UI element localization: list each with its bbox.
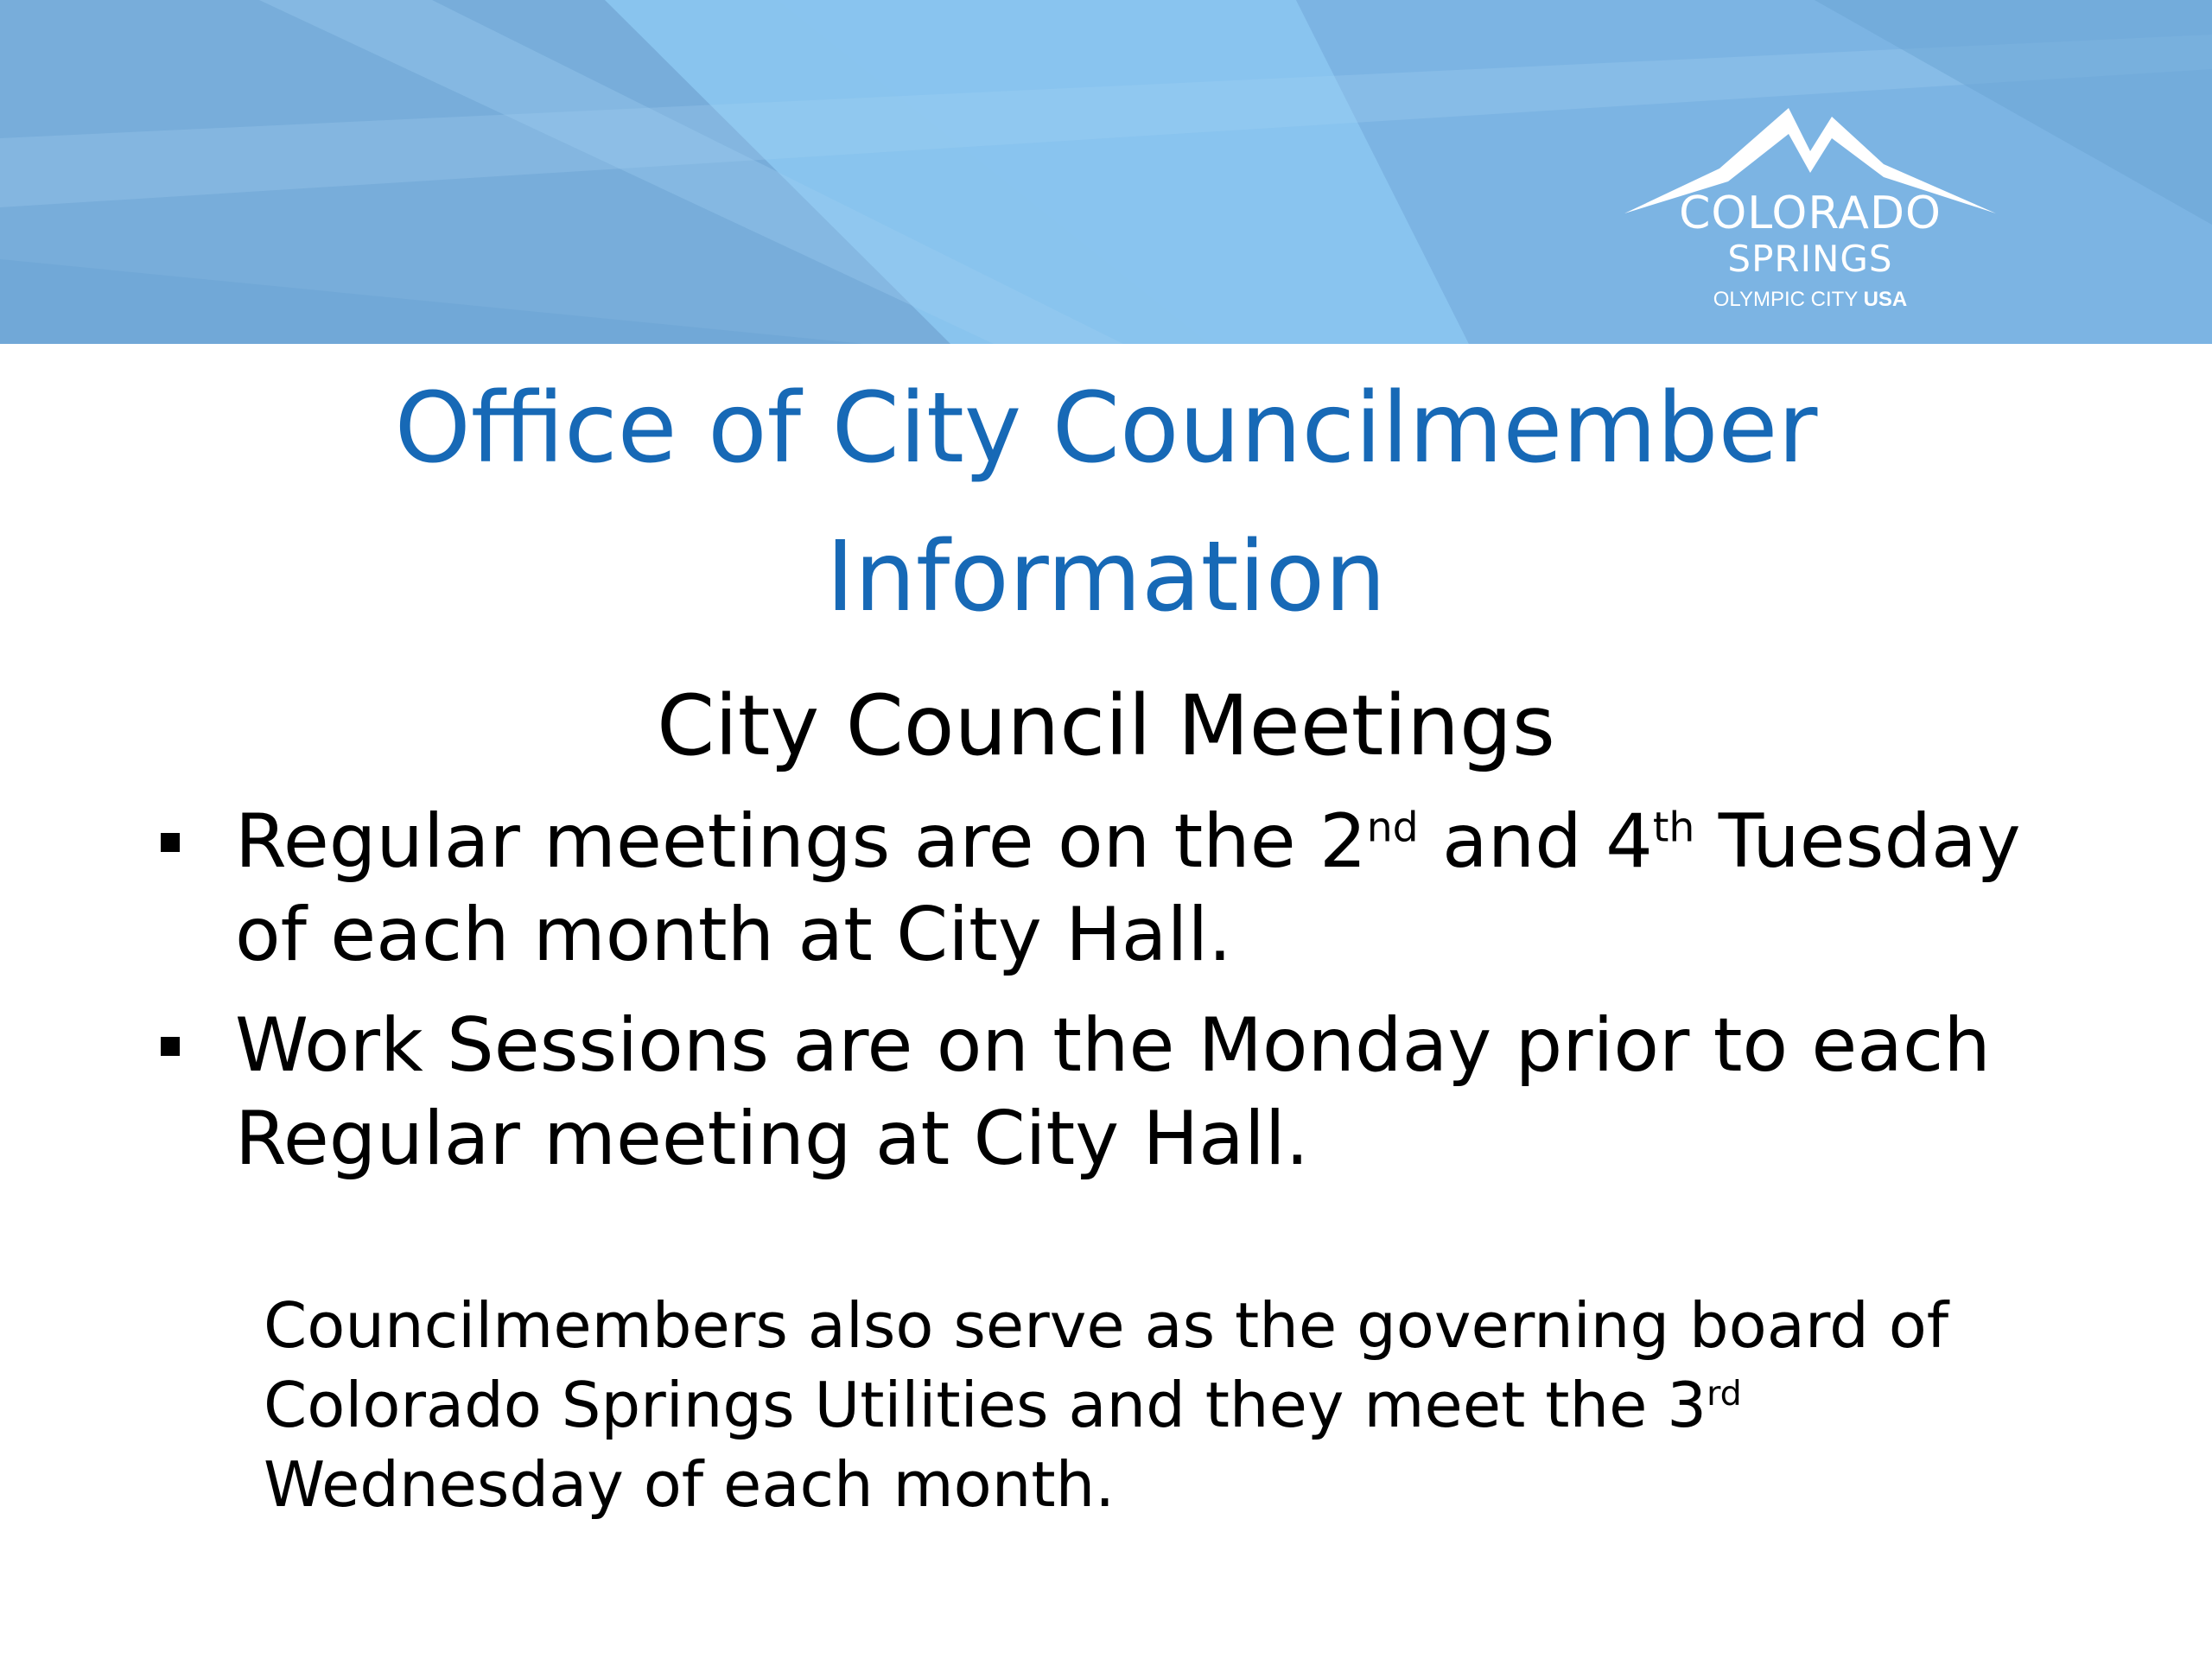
square-bullet-icon [161, 833, 180, 852]
list-item-regular-meetings: Regular meetings are on the 2nd and 4th Tuesday of each month at City Hall. [156, 795, 2108, 982]
list-item-work-sessions: Work Sessions are on the Monday prior to each Regular meeting at City Hall. [156, 999, 2108, 1185]
square-bullet-icon [161, 1037, 180, 1056]
meeting-list [156, 795, 2108, 1203]
logo-text-tagline: OLYMPIC CITY USA [1713, 288, 1908, 311]
logo-text-colorado: COLORADO [1679, 188, 1942, 239]
section-heading: City Council Meetings [657, 677, 1555, 774]
logo-text-springs: SPRINGS [1727, 238, 1893, 280]
colorado-springs-logo [1624, 99, 1996, 324]
page-title-line2: Information [825, 521, 1387, 633]
page-title [0, 354, 2212, 652]
header-banner [0, 0, 2212, 344]
page-title-line1: Office of City Councilmember [394, 372, 1818, 485]
utilities-board-note: Councilmembers also serve as the governing board of Colorado Springs Utilities and they meet the 3rd Wednesday of each month. [264, 1289, 1949, 1521]
